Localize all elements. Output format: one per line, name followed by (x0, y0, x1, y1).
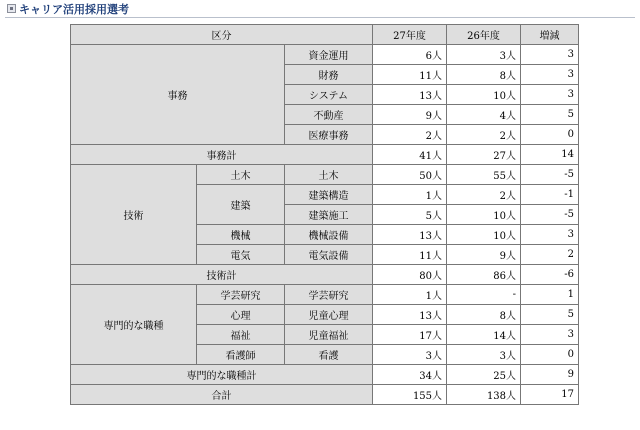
value-y27: 1人 (373, 285, 447, 305)
subcategory: 医療事務 (285, 125, 373, 145)
value-y27: 17人 (373, 325, 447, 345)
category: 機械 (197, 225, 285, 245)
value-y27: 3人 (373, 345, 447, 365)
group-label: 技術 (71, 165, 197, 265)
value-y27: 41人 (373, 145, 447, 165)
category: 学芸研究 (197, 285, 285, 305)
subcategory: 機械設備 (285, 225, 373, 245)
value-diff: 3 (521, 85, 579, 105)
value-y27: 13人 (373, 85, 447, 105)
bullet-icon (7, 4, 16, 13)
value-y26: 3人 (447, 345, 521, 365)
header-y26: 26年度 (447, 25, 521, 45)
recruitment-table (70, 24, 579, 405)
subcategory: 資金運用 (285, 45, 373, 65)
value-y26: 8人 (447, 65, 521, 85)
value-y26: 9人 (447, 245, 521, 265)
category: 電気 (197, 245, 285, 265)
value-diff: 5 (521, 105, 579, 125)
value-y27: 11人 (373, 65, 447, 85)
value-y26: 2人 (447, 185, 521, 205)
table-header-row (71, 25, 579, 45)
total-label: 合計 (71, 385, 373, 405)
value-y27: 13人 (373, 225, 447, 245)
value-y26: 27人 (447, 145, 521, 165)
value-y26: 2人 (447, 125, 521, 145)
value-y27: 6人 (373, 45, 447, 65)
value-diff: 1 (521, 285, 579, 305)
value-diff: 3 (521, 45, 579, 65)
subcategory: 不動産 (285, 105, 373, 125)
value-y27: 13人 (373, 305, 447, 325)
value-y27: 50人 (373, 165, 447, 185)
header-y27: 27年度 (373, 25, 447, 45)
value-diff: -1 (521, 185, 579, 205)
value-y26: 14人 (447, 325, 521, 345)
value-diff: 3 (521, 65, 579, 85)
value-diff: 0 (521, 125, 579, 145)
value-y27: 9人 (373, 105, 447, 125)
subtotal-label: 専門的な職種計 (71, 365, 373, 385)
group-label: 事務 (71, 45, 285, 145)
value-y26: 10人 (447, 85, 521, 105)
header-category: 区分 (71, 25, 373, 45)
category: 看護師 (197, 345, 285, 365)
section-header (5, 0, 635, 18)
subtotal-row (71, 365, 579, 385)
subcategory: 電気設備 (285, 245, 373, 265)
value-y26: 138人 (447, 385, 521, 405)
value-diff: -6 (521, 265, 579, 285)
value-diff: 3 (521, 225, 579, 245)
value-y27: 2人 (373, 125, 447, 145)
table-row (71, 285, 579, 305)
subtotal-row (71, 145, 579, 165)
value-diff: 0 (521, 345, 579, 365)
value-y27: 155人 (373, 385, 447, 405)
subcategory: 児童心理 (285, 305, 373, 325)
value-diff: 5 (521, 305, 579, 325)
value-y26: 25人 (447, 365, 521, 385)
value-y27: 34人 (373, 365, 447, 385)
subcategory: 財務 (285, 65, 373, 85)
total-row (71, 385, 579, 405)
value-diff: -5 (521, 165, 579, 185)
category: 福祉 (197, 325, 285, 345)
value-y27: 80人 (373, 265, 447, 285)
value-diff: 14 (521, 145, 579, 165)
subtotal-label: 技術計 (71, 265, 373, 285)
subcategory: 建築構造 (285, 185, 373, 205)
value-y26: 3人 (447, 45, 521, 65)
group-label: 専門的な職種 (71, 285, 197, 365)
subcategory: 建築施工 (285, 205, 373, 225)
value-y26: 10人 (447, 205, 521, 225)
subcategory: 学芸研究 (285, 285, 373, 305)
value-y27: 5人 (373, 205, 447, 225)
value-y26: 86人 (447, 265, 521, 285)
subcategory: 看護 (285, 345, 373, 365)
value-y26: 4人 (447, 105, 521, 125)
value-diff: -5 (521, 205, 579, 225)
subtotal-row (71, 265, 579, 285)
value-diff: 9 (521, 365, 579, 385)
value-y26: 55人 (447, 165, 521, 185)
value-diff: 2 (521, 245, 579, 265)
value-diff: 3 (521, 325, 579, 345)
subcategory: 土木 (285, 165, 373, 185)
value-y26: - (447, 285, 521, 305)
section-title: キャリア活用採用選考 (19, 3, 129, 16)
value-y26: 10人 (447, 225, 521, 245)
value-y27: 1人 (373, 185, 447, 205)
value-diff: 17 (521, 385, 579, 405)
category: 建築 (197, 185, 285, 225)
value-y27: 11人 (373, 245, 447, 265)
category: 心理 (197, 305, 285, 325)
header-diff: 増減 (521, 25, 579, 45)
category: 土木 (197, 165, 285, 185)
subtotal-label: 事務計 (71, 145, 373, 165)
subcategory: 児童福祉 (285, 325, 373, 345)
value-y26: 8人 (447, 305, 521, 325)
table-row (71, 45, 579, 65)
table-row (71, 165, 579, 185)
subcategory: システム (285, 85, 373, 105)
